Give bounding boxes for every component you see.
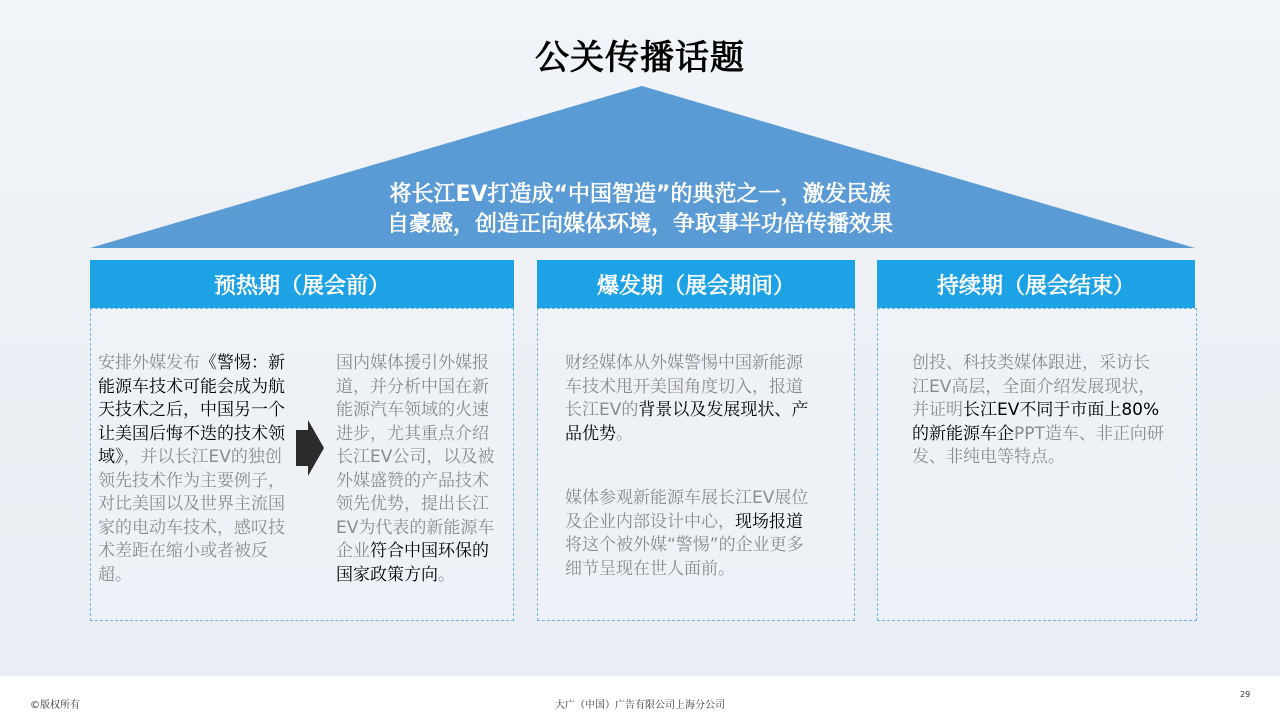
roof-line-1: 将长江EV打造成“中国智造”的典范之一，激发民族 — [389, 182, 891, 207]
text-segment: 。 — [616, 423, 633, 444]
right-arrow-icon — [296, 420, 324, 476]
text-highlight: 长江EV不同于市面上80%的新能源车企 — [912, 400, 1160, 444]
sustain-media-text — [912, 352, 1166, 470]
footer-company: 大广（中国）广告有限公司上海分公司 — [555, 700, 725, 711]
text-highlight: 现场报道 — [735, 511, 803, 532]
column-header-burst: 爆发期（展会期间） — [537, 260, 855, 308]
text-segment: 。 — [438, 564, 455, 585]
text-segment: 国内媒体援引外媒报道，并分析中国在新能源汽车领域的火速进步，尤其重点介绍长江EV公司，以及被外媒盛赞的产品技术领先优势，提出长江EV为代表的新能源车企业 — [336, 353, 495, 561]
text-segment: ，并以长江EV的独创领先技术作为主要例子，对比美国以及世界主流国家的电动车技术，感叹技术差距在缩小或者被反超。 — [98, 447, 285, 585]
text-segment: 创投、科技类媒体跟进，采访长江EV高层，全面介绍发展现状，并证明 — [912, 353, 1156, 420]
preheat-foreign-media-text — [98, 352, 286, 587]
roof-line-2: 自豪感，创造正向媒体环境，争取事半功倍传播效果 — [386, 212, 893, 237]
text-segment: 将这个被外媒“警惕”的企业更多细节呈现在世人面前。 — [565, 535, 804, 579]
text-segment: PPT造车、非正向研发、非纯电等特点。 — [912, 423, 1164, 467]
burst-onsite-media-text — [565, 487, 819, 581]
text-segment: 财经媒体从外媒警惕中国新能源车技术甩开美国角度切入，报道长江EV的 — [565, 353, 803, 420]
burst-finance-media-text — [565, 352, 819, 446]
text-highlight: 背景以及发展现状、产品优势 — [565, 400, 809, 444]
text-segment: 安排外媒发布 — [98, 353, 200, 373]
column-header-sustain: 持续期（展会结束） — [877, 260, 1195, 308]
footer-copyright: ©版权所有 — [30, 700, 80, 711]
page-title: 公关传播话题 — [535, 38, 745, 78]
roof-message — [240, 180, 1040, 240]
preheat-domestic-media-text — [336, 352, 496, 587]
text-segment: 媒体参观新能源车展长江EV展位及企业内部设计中心， — [565, 488, 809, 532]
column-header-preheat: 预热期（展会前） — [90, 260, 514, 308]
text-highlight: 符合中国环保的国家政策方向 — [336, 541, 489, 585]
page-number: 29 — [1240, 690, 1251, 699]
text-highlight: 《警惕：新能源车技术可能会成为航天技术之后，中国另一个让美国后悔不迭的技术领域》 — [98, 353, 285, 467]
